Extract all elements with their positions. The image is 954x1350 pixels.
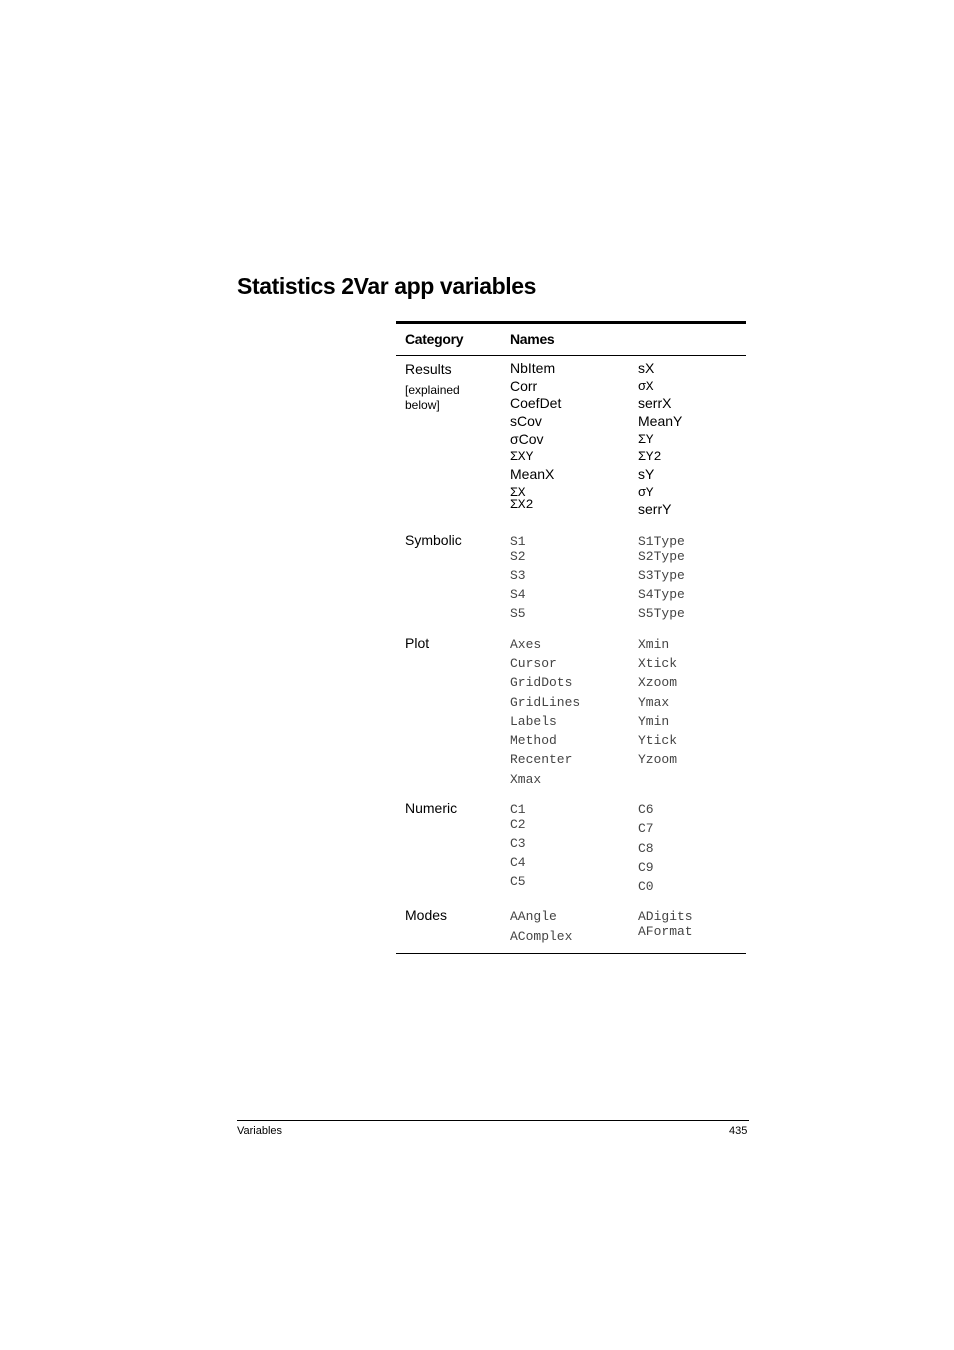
var-item: CoefDet — [510, 395, 562, 411]
var-item: C5 — [510, 874, 526, 889]
var-item: sX — [638, 360, 655, 376]
var-item: C6 — [638, 802, 654, 817]
var-item: Ymax — [638, 695, 670, 710]
var-item: Method — [510, 733, 557, 748]
var-item: MeanX — [510, 466, 555, 482]
var-item: S2 — [510, 549, 526, 564]
var-item: Xmin — [638, 637, 670, 652]
footer-rule — [237, 1120, 749, 1121]
var-item: S5Type — [638, 606, 685, 621]
var-item: sCov — [510, 413, 542, 429]
var-item: C0 — [638, 879, 654, 894]
var-item: C2 — [510, 817, 526, 832]
var-item: C4 — [510, 855, 526, 870]
var-item: σY — [638, 485, 654, 500]
var-item: serrY — [638, 501, 672, 517]
var-item: Cursor — [510, 656, 557, 671]
category-numeric: Numeric — [405, 800, 458, 816]
var-item: C8 — [638, 841, 654, 856]
category-results-note: [explained below] — [405, 383, 460, 412]
var-item: S5 — [510, 606, 526, 621]
var-item: MeanY — [638, 413, 683, 429]
var-item: Axes — [510, 637, 542, 652]
var-item: AFormat — [638, 924, 693, 939]
var-item: S1Type — [638, 534, 685, 549]
var-item: S4Type — [638, 587, 685, 602]
page-title: Statistics 2Var app variables — [237, 273, 537, 299]
header-names: Names — [510, 331, 555, 347]
var-item: C1 — [510, 802, 526, 817]
var-item: S3Type — [638, 568, 685, 583]
var-item: C9 — [638, 860, 654, 875]
var-item: GridLines — [510, 695, 581, 710]
var-item: ΣX — [510, 485, 526, 500]
var-item: NbItem — [510, 360, 556, 376]
var-item: Xmax — [510, 772, 542, 787]
section-results — [396, 356, 746, 530]
var-item: Corr — [510, 378, 538, 394]
var-item: Ytick — [638, 733, 678, 748]
var-item: C3 — [510, 836, 526, 851]
header-category: Category — [405, 331, 464, 347]
var-item: AComplex — [510, 929, 573, 944]
variables-table — [396, 321, 746, 954]
table-bottom-rule — [396, 953, 746, 954]
var-item: σCov — [510, 431, 544, 447]
var-item: ΣX2 — [510, 497, 534, 512]
section-numeric — [396, 798, 746, 905]
var-item: S3 — [510, 568, 526, 583]
var-item: Ymin — [638, 714, 670, 729]
section-modes — [396, 905, 746, 953]
var-item: sY — [638, 466, 655, 482]
var-item: serrX — [638, 395, 672, 411]
var-item: S1 — [510, 534, 526, 549]
var-item: Xtick — [638, 656, 678, 671]
var-item: ΣY — [638, 432, 654, 447]
var-item: ADigits — [638, 909, 693, 924]
category-modes: Modes — [405, 907, 448, 923]
category-plot: Plot — [405, 635, 430, 651]
var-item: Yzoom — [638, 752, 678, 767]
var-item: σX — [638, 379, 654, 394]
footer-section-title: Variables — [237, 1125, 283, 1137]
var-item: S2Type — [638, 549, 685, 564]
var-item: C7 — [638, 821, 654, 836]
var-item: ΣY2 — [638, 449, 662, 464]
section-plot — [396, 633, 746, 798]
var-item: S4 — [510, 587, 526, 602]
page-number: 435 — [729, 1125, 748, 1137]
var-item: ΣXY — [510, 449, 534, 464]
var-item: Labels — [510, 714, 557, 729]
category-results: Results — [405, 361, 452, 377]
var-item: AAngle — [510, 909, 557, 924]
var-item: Xzoom — [638, 675, 678, 690]
var-item: GridDots — [510, 675, 573, 690]
section-symbolic — [396, 530, 746, 633]
table-header — [396, 324, 746, 355]
category-symbolic: Symbolic — [405, 532, 462, 548]
var-item: Recenter — [510, 752, 573, 767]
